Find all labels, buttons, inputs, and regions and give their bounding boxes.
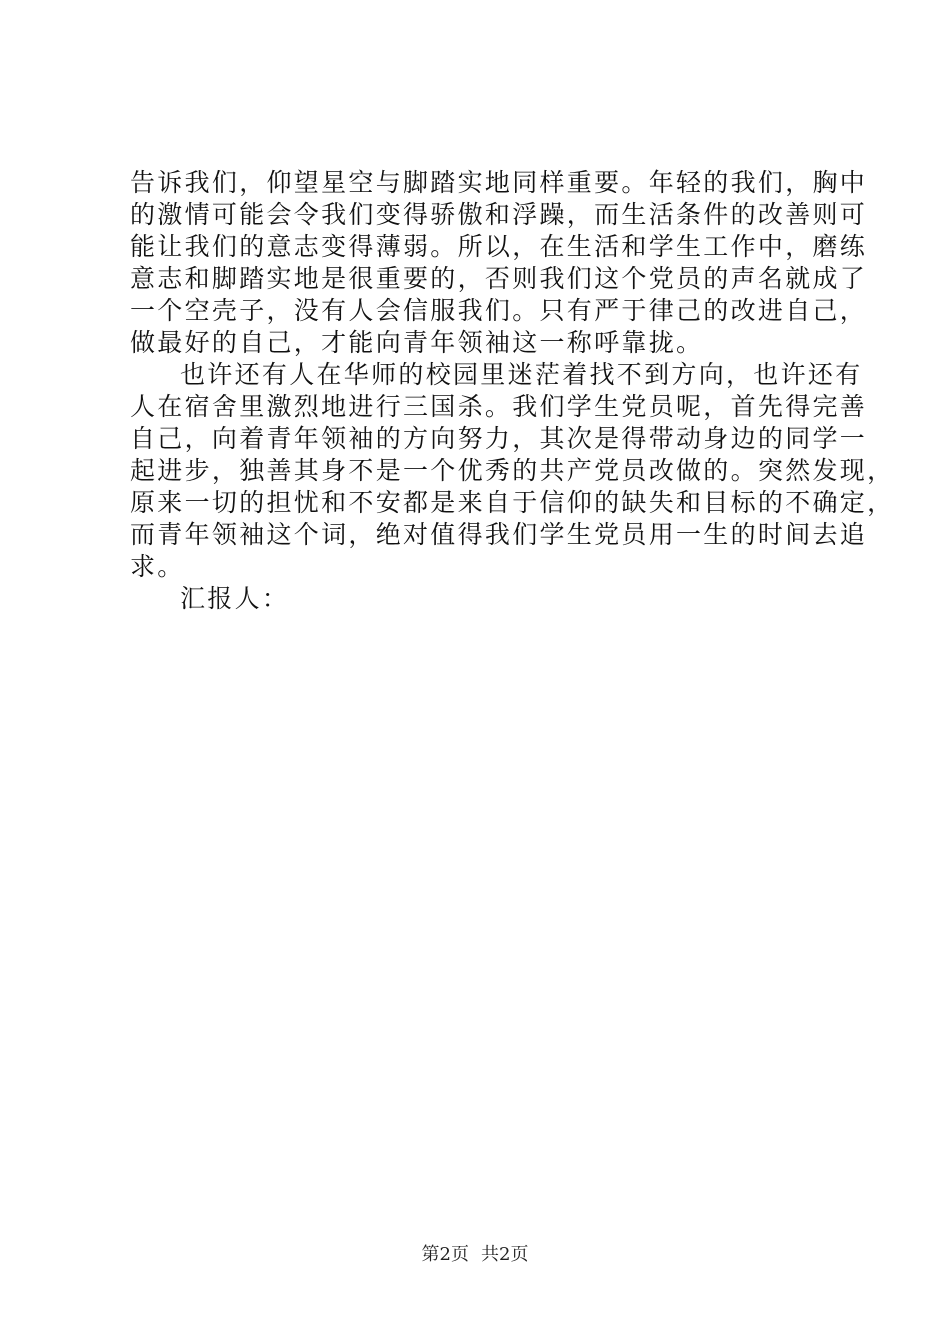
page-number: 第2页 <box>421 1244 469 1265</box>
paragraph-2-line-2: 人在宿舍里激烈地进行三国杀。我们学生党员呢，首先得完善 <box>130 392 868 421</box>
paragraph-2-line-6: 而青年领袖这个词，绝对值得我们学生党员用一生的时间去追 <box>130 520 868 549</box>
paragraph-1-line-5: 一个空壳子，没有人会信服我们。只有严于律己的改进自己， <box>130 296 868 325</box>
page-footer <box>0 1243 950 1267</box>
paragraph-1-line-1: 告诉我们，仰望星空与脚踏实地同样重要。年轻的我们，胸中 <box>130 168 868 197</box>
reporter-label: 汇报人： <box>180 584 290 613</box>
paragraph-2-line-4: 起进步，独善其身不是一个优秀的共产党员改做的。突然发现， <box>130 456 895 485</box>
paragraph-2-line-1: 也许还有人在华师的校园里迷茫着找不到方向，也许还有 <box>180 360 863 389</box>
paragraph-1-line-6: 做最好的自己，才能向青年领袖这一称呼靠拢。 <box>130 328 704 357</box>
document-body <box>130 167 895 615</box>
paragraph-1-line-4: 意志和脚踏实地是很重要的，否则我们这个党员的声名就成了 <box>130 264 868 293</box>
paragraph-2-line-5: 原来一切的担忧和不安都是来自于信仰的缺失和目标的不确定， <box>130 488 895 517</box>
page-total: 共2页 <box>481 1244 529 1265</box>
paragraph-2-line-7: 求。 <box>130 552 185 581</box>
paragraph-1-line-3: 能让我们的意志变得薄弱。所以，在生活和学生工作中，磨练 <box>130 232 868 261</box>
paragraph-1-line-2: 的激情可能会令我们变得骄傲和浮躁，而生活条件的改善则可 <box>130 200 868 229</box>
paragraph-2-line-3: 自己，向着青年领袖的方向努力，其次是得带动身边的同学一 <box>130 424 868 453</box>
